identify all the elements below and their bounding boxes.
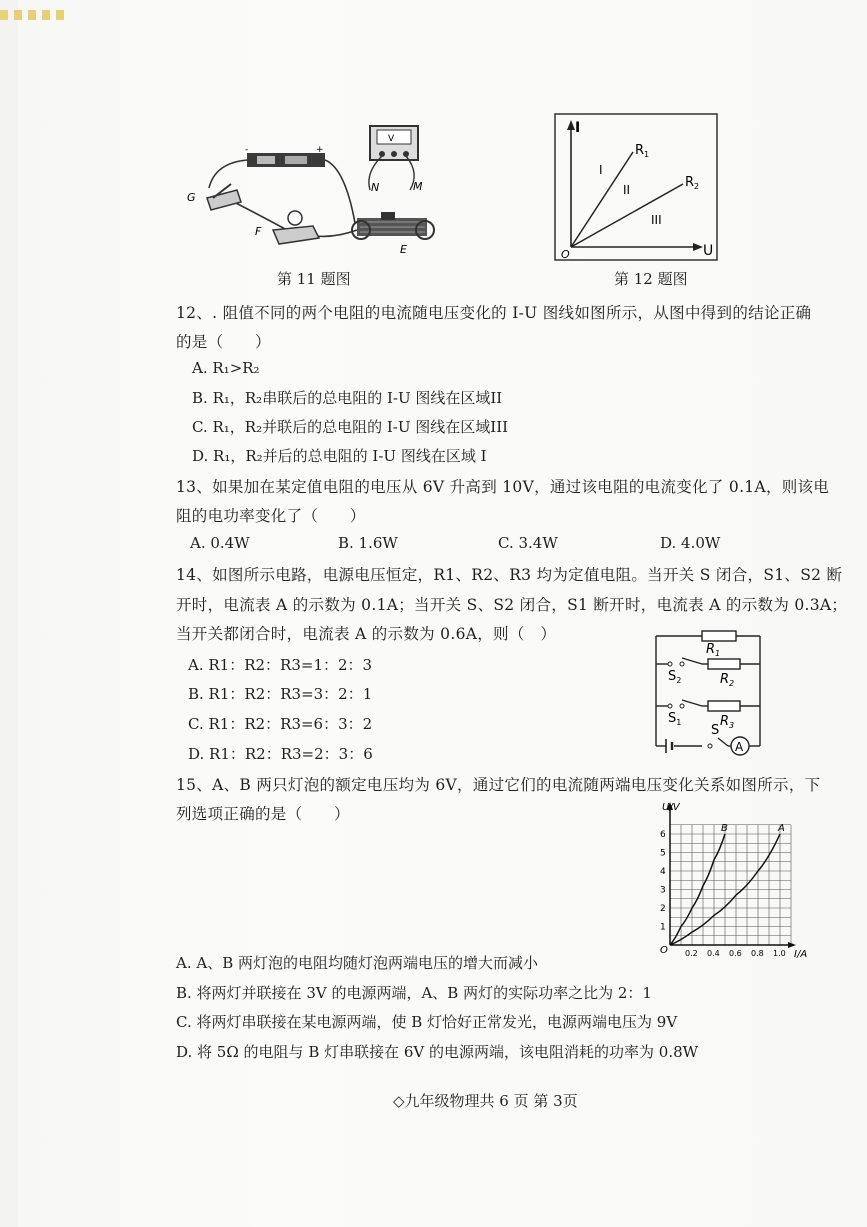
q14-option-a: A. R1：R2：R3=1：2：3 bbox=[188, 656, 373, 674]
q14-resistor-r1 bbox=[702, 631, 736, 641]
fig12-label-r1: $R_1$ bbox=[635, 143, 650, 159]
q14-circuit-diagram bbox=[648, 628, 768, 760]
fig11-circuit-drawing bbox=[185, 118, 450, 268]
fig11-label-e: E bbox=[400, 243, 407, 256]
q14-stem-line3: 当开关都闭合时，电流表 A 的示数为 0.6A，则（ ） bbox=[176, 625, 557, 643]
q13-stem-line1: 13、如果加在某定值电阻的电压从 6V 升高到 10V，通过该电阻的电流变化了 0.1A，则该电 bbox=[176, 478, 830, 496]
q15-graph-xlabel: I/A bbox=[794, 949, 808, 960]
q14-stem-line2: 开时，电流表 A 的示数为 0.1A；当开关 S、S2 闭合，S1 断开时，电流表 A 的示数为 0.3A； bbox=[176, 596, 848, 614]
y-tick-label: 2 bbox=[660, 904, 666, 914]
x-tick-label: 0.6 bbox=[729, 949, 742, 958]
q14-resistor-r3 bbox=[708, 701, 740, 711]
q13-stem-line2: 阻的电功率变化了（ ） bbox=[176, 507, 366, 525]
q15-stem-line2: 列选项正确的是（ ） bbox=[176, 805, 350, 823]
q14-label-s1: $S_1$ bbox=[668, 711, 682, 727]
y-tick-label: 5 bbox=[660, 848, 666, 859]
q14-resistor-r2 bbox=[708, 659, 740, 669]
x-tick-label: 1.0 bbox=[773, 949, 786, 958]
q14-stem-line1: 14、如图所示电路，电源电压恒定，R1、R2、R3 均为定值电阻。当开关 S 闭合，S1、S2 断 bbox=[176, 566, 843, 584]
q15-option-c: C. 将两灯串联接在某电源两端，使 B 灯恰好正常发光，电源两端电压为 9V bbox=[176, 1013, 678, 1031]
fig12-label-r2: $R_2$ bbox=[685, 175, 700, 191]
svg-text:A: A bbox=[735, 740, 744, 754]
fig12-region-1: I bbox=[599, 163, 603, 177]
q12-option-a: A. R₁>R₂ bbox=[192, 359, 260, 377]
q13-option-a: A. 0.4W bbox=[190, 534, 250, 552]
q12-stem-line1: 12、. 阻值不同的两个电阻的电流随电压变化的 I-U 图线如图所示，从图中得到的结论正确 bbox=[176, 304, 812, 322]
q14-label-s: S bbox=[711, 723, 720, 738]
q14-label-r2: $R_2$ bbox=[720, 672, 735, 688]
y-tick-label: 4 bbox=[660, 867, 666, 877]
q12-stem-line2: 的是（ ） bbox=[176, 333, 271, 351]
fig11-label-v: V bbox=[388, 134, 395, 144]
fig12-region-3: III bbox=[651, 213, 662, 227]
q13-option-c: C. 3.4W bbox=[498, 534, 558, 552]
top-edge-mark bbox=[0, 10, 70, 20]
q15-ui-graph bbox=[640, 800, 815, 960]
fig11-label-g: G bbox=[187, 191, 196, 204]
page-footer: ◇九年级物理共 6 页 第 3页 bbox=[393, 1092, 578, 1110]
q14-option-d: D. R1：R2：R3=2：3：6 bbox=[188, 745, 373, 763]
q15-option-a: A. A、B 两灯泡的电阻均随灯泡两端电压的增大而减小 bbox=[176, 954, 538, 972]
y-tick-label: 3 bbox=[660, 885, 666, 896]
x-tick-label: 0.4 bbox=[707, 949, 720, 958]
fig11-label-f: F bbox=[255, 225, 262, 238]
fig12-iu-graph bbox=[553, 112, 721, 264]
fig11-caption: 第 11 题图 bbox=[277, 270, 351, 288]
q14-label-r3: $R_3$ bbox=[720, 714, 735, 730]
q15-curve-b-label: B bbox=[721, 823, 728, 834]
fig12-region-2: II bbox=[623, 183, 631, 197]
x-tick-label: 0.2 bbox=[685, 949, 698, 958]
q14-option-c: C. R1：R2：R3=6：3：2 bbox=[188, 715, 373, 733]
svg-text:+: + bbox=[316, 145, 324, 155]
fig12-axis-i: I bbox=[575, 120, 581, 136]
q15-graph-origin: O bbox=[660, 945, 668, 956]
y-tick-label: 1 bbox=[660, 922, 666, 933]
q13-option-b: B. 1.6W bbox=[338, 534, 398, 552]
q14-label-r1: $R_1$ bbox=[706, 642, 721, 658]
fig12-caption: 第 12 题图 bbox=[614, 270, 688, 288]
fig12-axis-u: U bbox=[703, 243, 714, 259]
q15-curve-a-label: A bbox=[778, 823, 785, 834]
fig12-origin: O bbox=[561, 248, 570, 261]
fig11-label-n: N bbox=[371, 181, 380, 194]
q15-option-b: B. 将两灯并联接在 3V 的电源两端，A、B 两灯的实际功率之比为 2：1 bbox=[176, 984, 652, 1002]
q12-option-d: D. R₁，R₂并后的总电阻的 I-U 图线在区域 I bbox=[192, 447, 487, 465]
x-tick-label: 0.8 bbox=[751, 949, 764, 958]
q14-option-b: B. R1：R2：R3=3：2：1 bbox=[188, 685, 373, 703]
q15-graph-ylabel: U/V bbox=[662, 802, 680, 813]
q13-option-d: D. 4.0W bbox=[660, 534, 721, 552]
svg-text:-: - bbox=[245, 145, 249, 155]
q12-option-c: C. R₁，R₂并联后的总电阻的 I-U 图线在区域III bbox=[192, 418, 509, 436]
q14-label-s2: $S_2$ bbox=[668, 669, 682, 685]
y-tick-label: 6 bbox=[660, 830, 666, 840]
q12-option-b: B. R₁，R₂串联后的总电阻的 I-U 图线在区域II bbox=[192, 389, 503, 407]
q15-option-d: D. 将 5Ω 的电阻与 B 灯串联接在 6V 的电源两端，该电阻消耗的功率为 0.8W bbox=[176, 1043, 699, 1061]
q15-stem-line1: 15、A、B 两只灯泡的额定电压均为 6V，通过它们的电流随两端电压变化关系如图所示，下 bbox=[176, 776, 821, 794]
fig11-label-m: M bbox=[413, 180, 423, 193]
